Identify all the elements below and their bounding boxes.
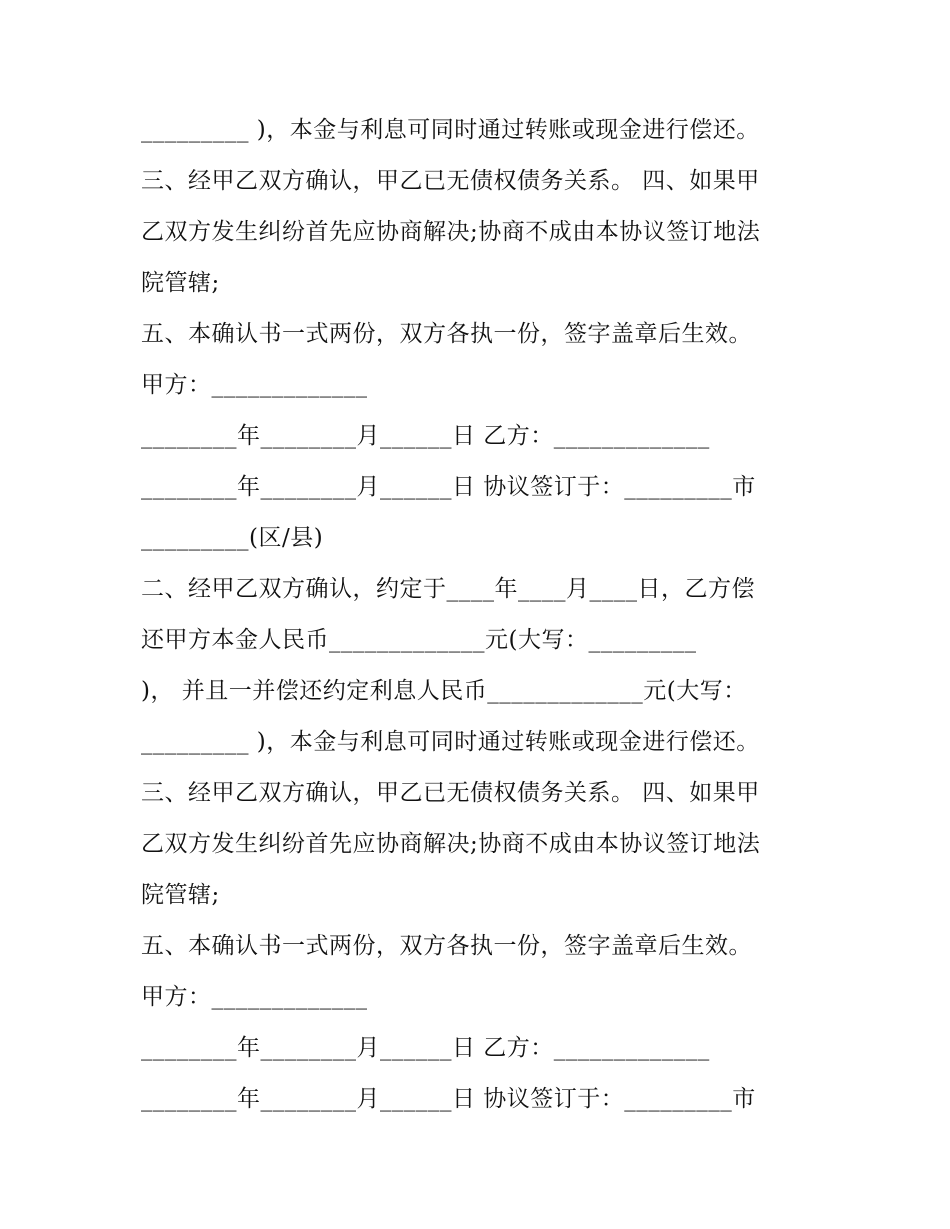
- text-line: 甲方：_____________: [141, 984, 368, 1010]
- text-line: 二、经甲乙双方确认，约定于____年____月____日，乙方偿: [141, 576, 755, 602]
- text-line: 甲方：_____________: [141, 372, 368, 398]
- text-line: 五、本确认书一式两份，双方各执一份，签字盖章后生效。: [141, 933, 752, 959]
- document-body: [141, 108, 821, 1128]
- text-line: ________年________月______日 协议签订于：_________市: [141, 1086, 756, 1112]
- text-line: 五、本确认书一式两份，双方各执一份，签字盖章后生效。: [141, 321, 752, 347]
- text-line: ________年________月______日 协议签订于：_________市: [141, 474, 756, 500]
- text-line: 三、经甲乙双方确认，甲乙已无债权债务关系。 四、如果甲: [141, 780, 760, 806]
- text-line: 乙双方发生纠纷首先应协商解决;协商不成由本协议签订地法: [141, 219, 761, 245]
- text-line: _________ )，本金与利息可同时通过转账或现金进行偿还。: [141, 729, 760, 755]
- text-line: 三、经甲乙双方确认，甲乙已无债权债务关系。 四、如果甲: [141, 168, 760, 194]
- text-line: _________(区/县): [141, 525, 324, 551]
- text-line: ________年________月______日 乙方：_____________: [141, 1035, 710, 1061]
- text-line: _________ )，本金与利息可同时通过转账或现金进行偿还。: [141, 117, 760, 143]
- text-line: 乙双方发生纠纷首先应协商解决;协商不成由本协议签订地法: [141, 831, 761, 857]
- text-line: 还甲方本金人民币_____________元(大写：_________: [141, 627, 697, 653]
- text-line: 院管辖;: [141, 882, 220, 908]
- text-line: 院管辖;: [141, 270, 220, 296]
- text-line: ________年________月______日 乙方：_____________: [141, 423, 710, 449]
- text-line: )， 并且一并偿还约定利息人民币_____________元(大写：: [141, 678, 747, 704]
